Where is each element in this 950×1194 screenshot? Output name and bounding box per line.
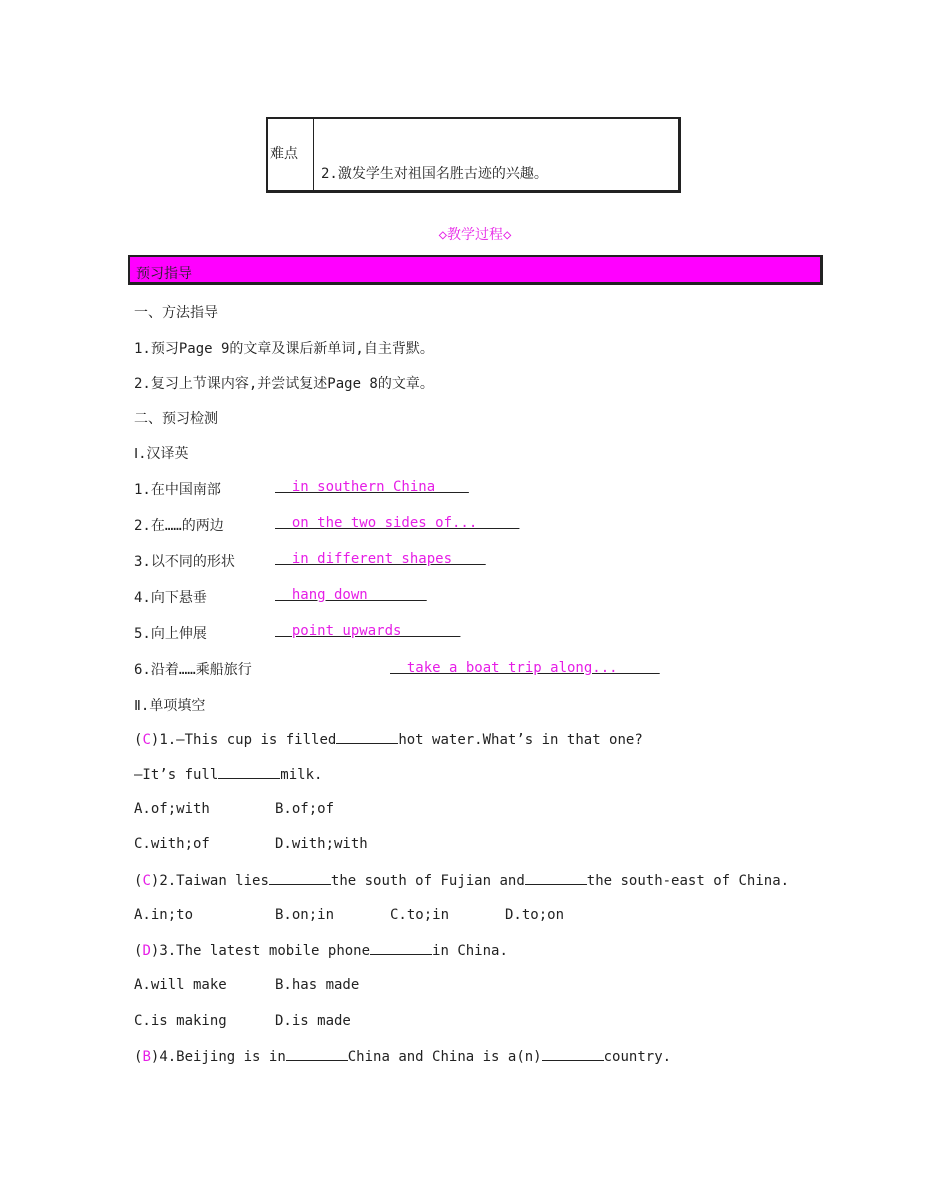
translation-question: 6.沿着……乘船旅行 bbox=[134, 662, 252, 678]
translation-answer: in different shapes bbox=[275, 551, 486, 567]
preview-guide-label: 预习指导 bbox=[136, 266, 192, 282]
method-item-2: 2.复习上节课内容,并尝试复述Page 8的文章。 bbox=[134, 376, 434, 392]
translation-answer: take a boat trip along... bbox=[390, 660, 660, 676]
option-d: D.is made bbox=[275, 1013, 351, 1029]
translation-answer: in southern China bbox=[275, 479, 469, 495]
translation-answer: point upwards bbox=[275, 623, 461, 639]
option-b: B.of;of bbox=[275, 801, 335, 817]
option-c: C.is making bbox=[134, 1013, 227, 1029]
question-1: (C)1.—This cup is filled hot water.What’s in that one? bbox=[134, 732, 643, 748]
preview-guide-bar bbox=[128, 255, 823, 285]
option-b: B.has made bbox=[275, 977, 360, 993]
option-c: C.to;in bbox=[390, 907, 450, 923]
question-3: (D)3.The latest mobile phone in China. bbox=[134, 943, 508, 959]
part1-heading: Ⅰ.汉译英 bbox=[134, 446, 189, 462]
section-title: ◇教学过程◇ bbox=[438, 227, 512, 243]
translation-question: 1.在中国南部 bbox=[134, 482, 221, 498]
translation-question: 2.在……的两边 bbox=[134, 518, 224, 534]
difficulty-label: 难点 bbox=[270, 146, 298, 162]
translation-question: 3.以不同的形状 bbox=[134, 554, 235, 570]
difficulty-table bbox=[266, 117, 681, 193]
translation-question: 4.向下悬垂 bbox=[134, 590, 207, 606]
check-heading: 二、预习检测 bbox=[134, 411, 218, 427]
option-d: D.to;on bbox=[505, 907, 565, 923]
question-4: (B)4.Beijing is in China and China is a(n) country. bbox=[134, 1049, 672, 1065]
option-a: A.of;with bbox=[134, 801, 210, 817]
difficulty-content: 2.激发学生对祖国名胜古迹的兴趣。 bbox=[321, 166, 548, 182]
option-c: C.with;of bbox=[134, 836, 210, 852]
option-b: B.on;in bbox=[275, 907, 335, 923]
question-2: (C)2.Taiwan lies the south of Fujian and the south-east of China. bbox=[134, 873, 790, 889]
translation-answer: hang down bbox=[275, 587, 427, 603]
option-a: A.in;to bbox=[134, 907, 194, 923]
option-a: A.will make bbox=[134, 977, 227, 993]
method-heading: 一、方法指导 bbox=[134, 305, 218, 321]
part2-heading: Ⅱ.单项填空 bbox=[134, 698, 206, 714]
method-item-1: 1.预习Page 9的文章及课后新单词,自主背默。 bbox=[134, 341, 434, 357]
translation-answer: on the two sides of... bbox=[275, 515, 520, 531]
question-1-line-2: —It’s full milk. bbox=[134, 767, 323, 783]
option-d: D.with;with bbox=[275, 836, 368, 852]
translation-question: 5.向上伸展 bbox=[134, 626, 207, 642]
table-divider bbox=[313, 119, 314, 190]
